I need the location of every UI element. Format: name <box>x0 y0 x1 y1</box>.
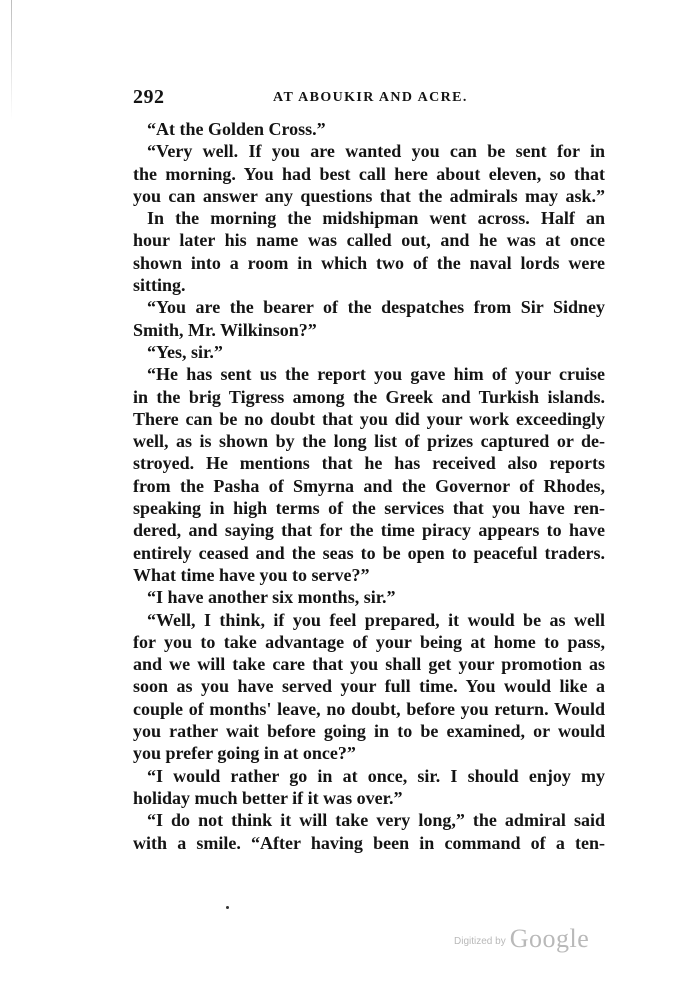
google-logo-text: Google <box>509 924 590 953</box>
watermark-prefix: Digitized by <box>454 936 506 947</box>
text-line: Smith, Mr. Wilkinson?” <box>133 319 317 340</box>
text-line: speaking in high terms of the services that you have ren- <box>133 498 605 519</box>
body-text <box>133 118 605 854</box>
text-line: shown into a room in which two of the naval lords were <box>133 252 605 273</box>
text-line: “Very well. If you are wanted you can be sent for in <box>147 141 605 162</box>
text-line: soon as you have served your full time. You would like a <box>133 676 605 697</box>
text-line: for you to take advantage of your being at home to pass, <box>133 631 605 652</box>
text-line: hour later his name was called out, and he was at once <box>133 230 605 251</box>
text-line: you can answer any questions that the admirals may ask.” <box>133 185 605 206</box>
text-line: What time have you to serve?” <box>133 564 370 585</box>
text-line: the morning. You had best call here about eleven, so that <box>133 163 605 184</box>
page-number: 292 <box>133 86 165 108</box>
page-edge-shadow <box>11 0 12 120</box>
text-line: entirely ceased and the seas to be open to peaceful traders. <box>133 542 605 563</box>
text-line: stroyed. He mentions that he has received also reports <box>133 453 605 474</box>
text-line: “I would rather go in at once, sir. I should enjoy my <box>147 765 605 786</box>
text-line: “He has sent us the report you gave him of your cruise <box>147 364 605 385</box>
text-line: In the morning the midshipman went across. Half an <box>147 208 605 229</box>
text-line: dered, and saying that for the time piracy appears to have <box>133 520 605 541</box>
text-line: in the brig Tigress among the Greek and Turkish islands. <box>133 386 605 407</box>
text-line: “I do not think it will take very long,” the admiral said <box>147 810 605 831</box>
digitized-watermark <box>454 924 589 954</box>
text-line: you rather wait before going in to be examined, or would <box>133 721 605 742</box>
text-line: “Yes, sir.” <box>147 341 223 362</box>
text-line: you prefer going in at once?” <box>133 743 356 764</box>
text-line: couple of months' leave, no doubt, before you return. Would <box>133 698 605 719</box>
text-line: and we will take care that you shall get your promotion as <box>133 654 605 675</box>
text-line: sitting. <box>133 275 186 296</box>
text-line: from the Pasha of Smyrna and the Governor of Rhodes, <box>133 475 605 496</box>
text-line: with a smile. “After having been in command of a ten- <box>133 832 605 853</box>
text-line: There can be no doubt that you did your work exceedingly <box>133 408 605 429</box>
stray-ink-mark <box>226 906 229 909</box>
running-head: AT ABOUKIR AND ACRE. <box>273 90 468 105</box>
text-line: “Well, I think, if you feel prepared, it would be as well <box>147 609 605 630</box>
page-header <box>133 86 605 110</box>
text-line: “At the Golden Cross.” <box>147 119 326 139</box>
text-line: “You are the bearer of the despatches from Sir Sidney <box>147 297 605 318</box>
text-line: well, as is shown by the long list of prizes captured or de- <box>133 431 605 452</box>
text-line: “I have another six months, sir.” <box>147 587 396 608</box>
text-line: holiday much better if it was over.” <box>133 787 403 808</box>
